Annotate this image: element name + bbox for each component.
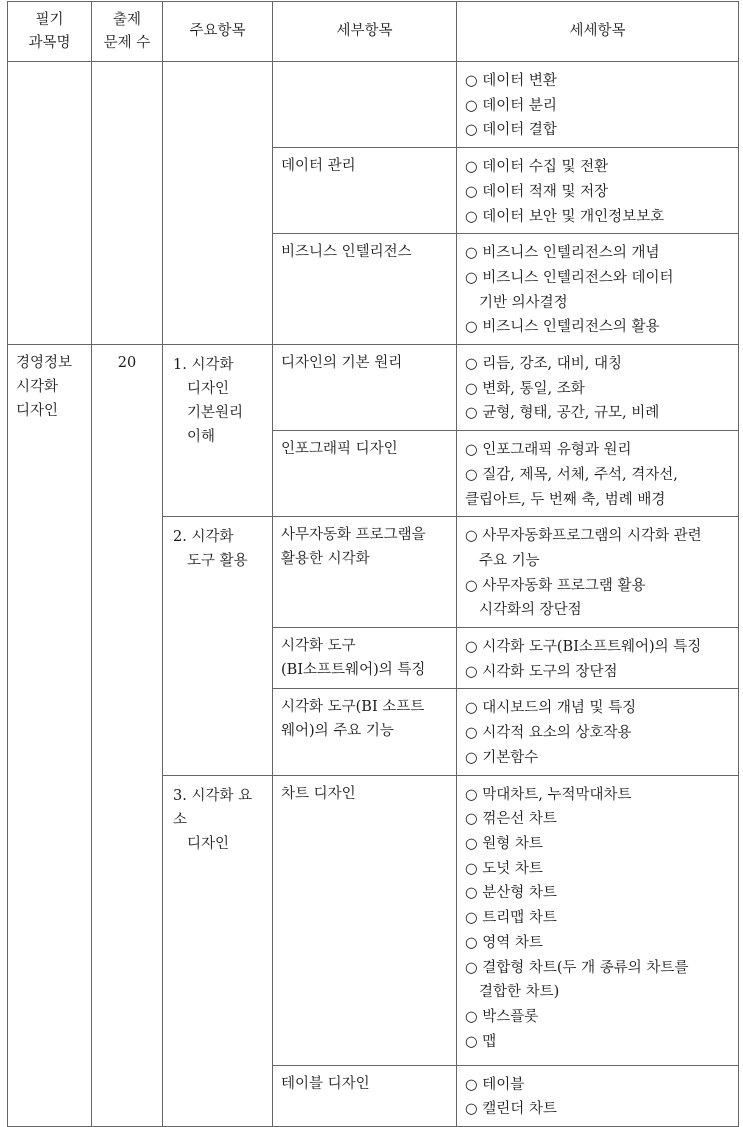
- sub-detail-list: ○ 시각화 도구(BI소프트웨어)의 특징 ○ 시각화 도구의 장단점: [457, 628, 739, 689]
- sub-detail-list: ○ 데이터 변환 ○ 데이터 분리 ○ 데이터 결합: [457, 62, 739, 148]
- header-row: [8, 2, 739, 62]
- detail-topic-bi-features: 시각화 도구 (BI소프트웨어)의 특징: [273, 628, 457, 689]
- curriculum-table: [7, 1, 739, 1127]
- sub-detail-list: ○ 대시보드의 개념 및 특징 ○ 시각적 요소의 상호작용 ○ 기본함수: [457, 689, 739, 775]
- header-main-topic: 주요항목: [163, 2, 273, 62]
- detail-topic-office-automation: 사무자동화 프로그램을 활용한 시각화: [273, 517, 457, 628]
- subject-name-cell: 경영정보 시각화 디자인: [8, 345, 92, 1127]
- detail-topic-bi-functions: 시각화 도구(BI 소프트 웨어)의 주요 기능: [273, 689, 457, 775]
- detail-topic-chart-design: 차트 디자인: [273, 775, 457, 1065]
- main-topic-2: 2. 시각화 도구 활용: [163, 517, 273, 775]
- detail-topic-table-design: 테이블 디자인: [273, 1065, 457, 1126]
- detail-topic-design-principles: 디자인의 기본 원리: [273, 345, 457, 431]
- main-topic-1: 1. 시각화 디자인 기본원리 이해: [163, 345, 273, 517]
- detail-topic-cell-empty: [273, 62, 457, 148]
- header-detail-topic: 세부항목: [273, 2, 457, 62]
- subject-cell-empty: [8, 62, 92, 345]
- sub-detail-list: ○ 데이터 수집 및 전환 ○ 데이터 적재 및 저장 ○ 데이터 보안 및 개인정보보호: [457, 148, 739, 234]
- sub-detail-list: ○ 사무자동화프로그램의 시각화 관련 주요 기능 ○ 사무자동화 프로그램 활용 시각화의 장단점: [457, 517, 739, 628]
- header-subject-name: 필기 과목명: [8, 2, 92, 62]
- sub-detail-list: ○ 인포그래픽 유형과 원리 ○ 질감, 제목, 서체, 주석, 격자선, 클립아트, 두 번째 축, 범례 배경: [457, 431, 739, 517]
- curriculum-document: [7, 1, 738, 1118]
- sub-detail-list: ○ 막대차트, 누적막대차트 ○ 꺾은선 차트 ○ 원형 차트 ○ 도넛 차트 ○ 분산형 차트 ○ 트리맵 차트 ○ 영역 차트 ○ 결합형 차트(두 개 종류의 차트를 결합한 차트) ○ 박스플롯 ○ 맵: [457, 775, 739, 1065]
- detail-topic-business-intelligence: 비즈니스 인텔리전스: [273, 234, 457, 345]
- header-sub-detail-topic: 세세항목: [457, 2, 739, 62]
- header-question-count: 출제 문제 수: [92, 2, 163, 62]
- main-topic-3: 3. 시각화 요소 디자인: [163, 775, 273, 1126]
- count-cell-empty: [92, 62, 163, 345]
- detail-topic-data-management: 데이터 관리: [273, 148, 457, 234]
- table-row: [8, 345, 739, 431]
- detail-topic-infographic: 인포그래픽 디자인: [273, 431, 457, 517]
- table-row: [8, 62, 739, 148]
- question-count-cell: 20: [92, 345, 163, 1127]
- sub-detail-list: ○ 테이블 ○ 캘린더 차트: [457, 1065, 739, 1126]
- main-topic-cell-empty: [163, 62, 273, 345]
- sub-detail-list: ○ 리듬, 강조, 대비, 대칭 ○ 변화, 통일, 조화 ○ 균형, 형태, 공간, 규모, 비례: [457, 345, 739, 431]
- sub-detail-list: ○ 비즈니스 인텔리전스의 개념 ○ 비즈니스 인텔리전스와 데이터 기반 의사결정 ○ 비즈니스 인텔리전스의 활용: [457, 234, 739, 345]
